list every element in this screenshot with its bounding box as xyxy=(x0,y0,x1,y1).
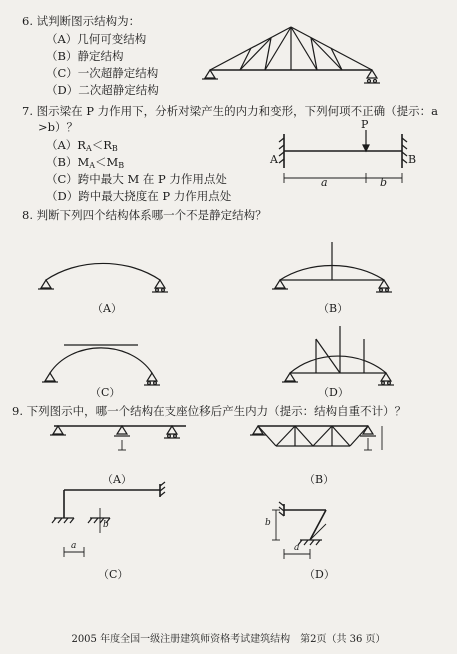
q9-structure-a xyxy=(50,426,186,450)
q9-caption-d: （D） xyxy=(304,568,335,581)
q7-label-b-support: B xyxy=(408,153,417,166)
q6-option-c: （C）一次超静定结构 xyxy=(46,66,159,80)
q7-label-span-a: a xyxy=(321,176,328,189)
q7-label-p: P xyxy=(361,118,369,131)
q6-option-a: （A）几何可变结构 xyxy=(46,32,147,46)
q6-option-b: （B）静定结构 xyxy=(46,49,124,63)
q9d-label-b: b xyxy=(265,518,271,528)
q8-stem: 8. 判断下列四个结构体系哪一个不是静定结构？ xyxy=(22,208,267,222)
q9-caption-b: （B） xyxy=(304,473,335,486)
q8-caption-b: （B） xyxy=(318,302,349,315)
q7-label-span-b: b xyxy=(380,176,388,189)
q8-caption-d: （D） xyxy=(318,386,349,399)
q9-structure-b xyxy=(250,426,382,450)
q7-option-b: $(B)M_A<M_B$ xyxy=(46,155,125,170)
q7-option-a: $(A)R_A<R_B$ xyxy=(46,138,118,153)
q7-label-a-support: A xyxy=(270,153,278,166)
q6-truss-diagram xyxy=(202,27,380,83)
q8-structure-c xyxy=(42,345,160,385)
q6-stem: 6. 试判断图示结构为： xyxy=(22,14,141,28)
q8-caption-c: （C） xyxy=(90,386,121,399)
q8-structure-d xyxy=(282,326,394,385)
q9-stem: 9. 下列图示中，哪一个结构在支座位移后产生内力（提示：结构自重不计）？ xyxy=(12,404,407,418)
q6-option-d: （D）二次超静定结构 xyxy=(46,83,159,97)
page-footer: 2005 年度全国一级注册建筑师资格考试建筑结构 第2页（共 36 页） xyxy=(71,634,386,645)
q9d-label-a: a xyxy=(294,543,300,553)
q7-stem-line2: >b）？ xyxy=(38,120,78,134)
q8-structure-a xyxy=(38,263,168,292)
q7-beam-diagram xyxy=(279,130,407,183)
q9-caption-a: （A） xyxy=(102,473,132,486)
q9-caption-c: （C） xyxy=(98,568,129,581)
q7-option-c: （C）跨中最大 M 在 P 力作用点处 xyxy=(46,172,227,186)
q8-structure-b xyxy=(272,242,392,292)
q7-option-d: （D）跨中最大挠度在 P 力作用点处 xyxy=(46,189,232,203)
q9c-label-a: a xyxy=(71,541,77,551)
q9c-label-b: b xyxy=(103,520,109,530)
q7-stem-line1: 7. 图示梁在 P 力作用下，分析对梁产生的内力和变形，下列何项不正确（提示：a xyxy=(22,104,439,118)
q8-caption-a: （A） xyxy=(92,302,122,315)
